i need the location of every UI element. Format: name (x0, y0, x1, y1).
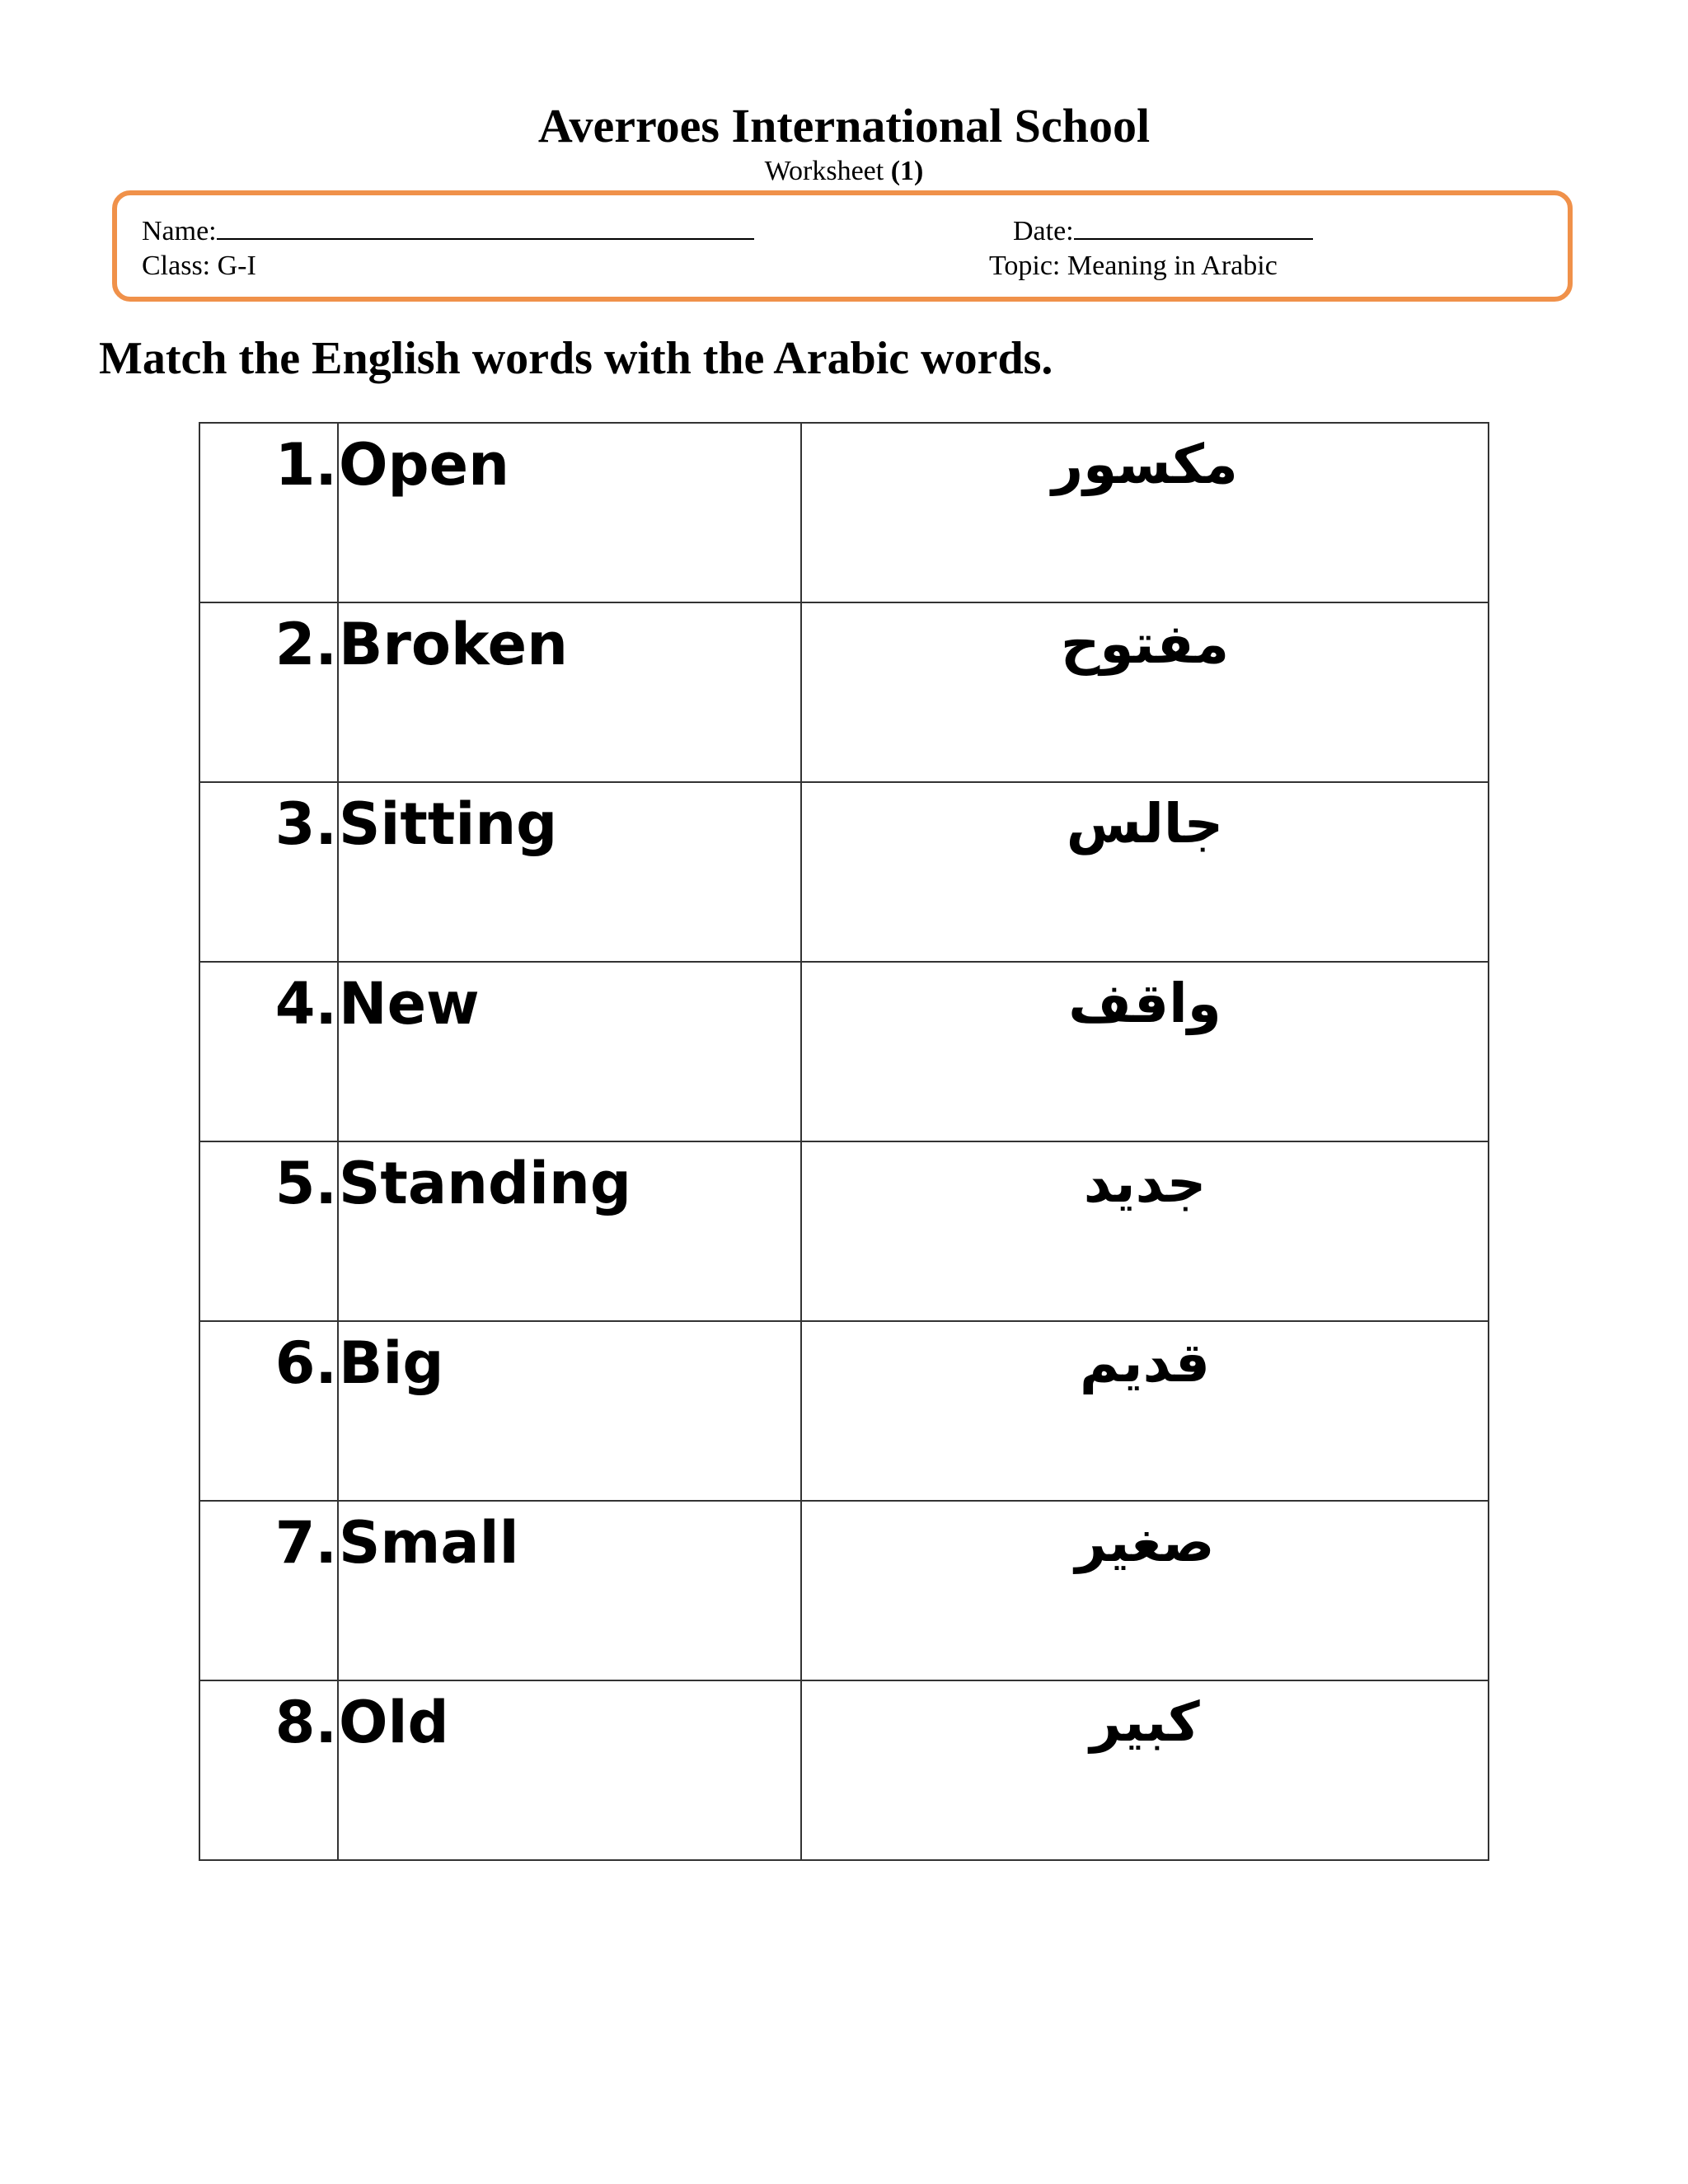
table-row (199, 1321, 1489, 1501)
table-row (199, 962, 1489, 1141)
arabic-word: جديد (801, 1141, 1489, 1321)
name-label: Name: (142, 216, 217, 246)
row-number: 2. (199, 602, 338, 782)
worksheet-label (0, 155, 1688, 188)
english-word: Sitting (338, 782, 801, 962)
table-row (199, 782, 1489, 962)
date-field[interactable] (1013, 213, 1313, 248)
row-number: 8. (199, 1680, 338, 1860)
school-title: Averroes International School (537, 99, 1151, 152)
table-row (199, 1680, 1489, 1860)
arabic-word: جالس (801, 782, 1489, 962)
arabic-word: صغير (801, 1501, 1489, 1680)
row-number: 5. (199, 1141, 338, 1321)
row-number: 3. (199, 782, 338, 962)
worksheet-number: (1) (890, 156, 924, 186)
table-row (199, 602, 1489, 782)
table-row (199, 1501, 1489, 1680)
arabic-word: مكسور (801, 423, 1489, 602)
worksheet-word: Worksheet (764, 156, 884, 186)
row-number: 4. (199, 962, 338, 1141)
row-number: 6. (199, 1321, 338, 1501)
english-word: Open (338, 423, 801, 602)
english-word: Broken (338, 602, 801, 782)
arabic-word: واقف (801, 962, 1489, 1141)
instruction-text: Match the English words with the Arabic words. (99, 333, 1053, 384)
arabic-word: قديم (801, 1321, 1489, 1501)
arabic-word: كبير (801, 1680, 1489, 1860)
topic-label: Topic: Meaning in Arabic (989, 251, 1278, 281)
english-word: New (338, 962, 801, 1141)
class-label: Class: G-I (142, 251, 256, 281)
name-field[interactable] (142, 213, 754, 248)
english-word: Standing (338, 1141, 801, 1321)
english-word: Old (338, 1680, 801, 1860)
table-row (199, 423, 1489, 602)
student-info-box (112, 190, 1573, 302)
row-number: 7. (199, 1501, 338, 1680)
matching-table (199, 422, 1489, 1861)
date-label: Date: (1013, 216, 1074, 246)
name-blank-line[interactable] (217, 213, 754, 240)
english-word: Big (338, 1321, 801, 1501)
arabic-word: مفتوح (801, 602, 1489, 782)
table-row (199, 1141, 1489, 1321)
date-blank-line[interactable] (1074, 213, 1313, 240)
english-word: Small (338, 1501, 801, 1680)
row-number: 1. (199, 423, 338, 602)
